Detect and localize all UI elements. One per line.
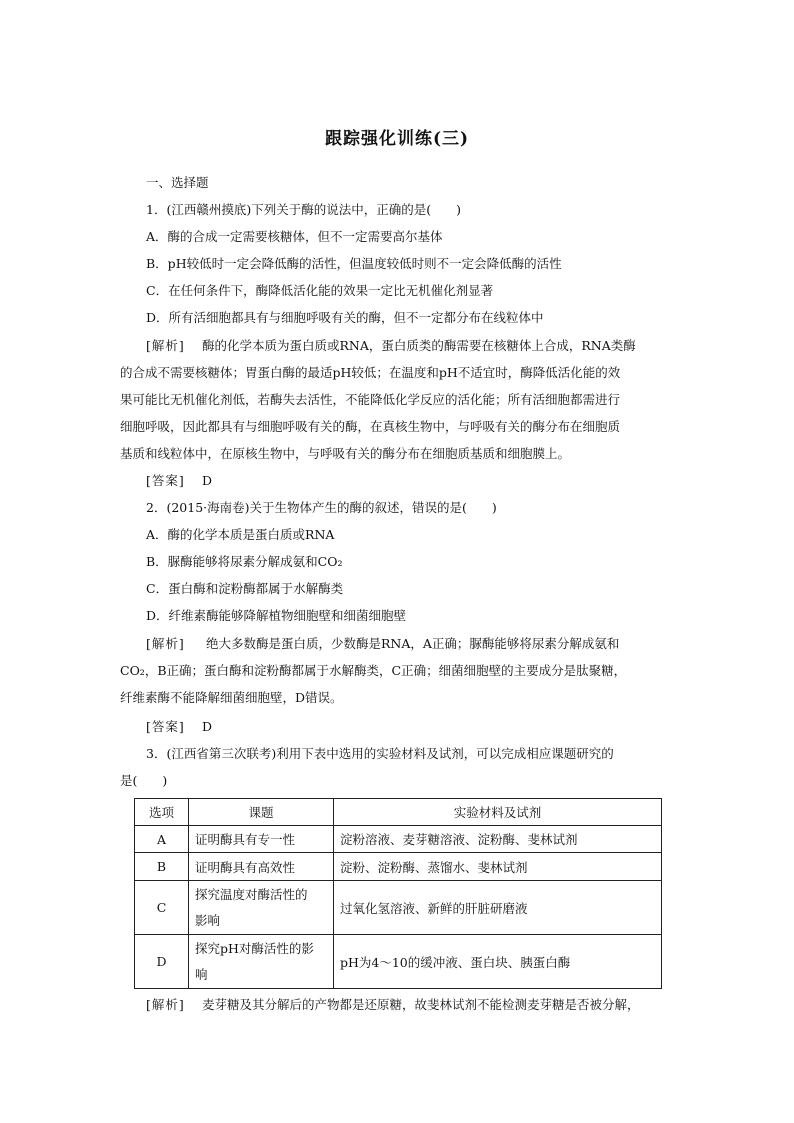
row-topic: 证明酶具有高效性 — [189, 853, 334, 881]
row-material: 淀粉溶液、麦芽糖溶液、淀粉酶、斐林试剂 — [334, 826, 662, 853]
q1-stem: 1．(江西赣州摸底)下列关于酶的说法中，正确的是( ) — [146, 202, 461, 217]
q2-option-d: D．纤维素酶能够降解植物细胞壁和细菌细胞壁 — [146, 608, 407, 623]
row-topic: 证明酶具有专一性 — [189, 826, 334, 853]
q2-analysis-line: CO₂，B正确；蛋白酶和淀粉酶都属于水解酶类，C正确；细菌细胞壁的主要成分是肽聚糖， — [120, 663, 627, 678]
q3-analysis-label: [解析] — [146, 997, 185, 1012]
row-option: A — [135, 826, 189, 853]
q1-analysis-line: 酶的化学本质为蛋白质或RNA，蛋白质类的酶需要在核糖体上合成，RNA类酶 — [202, 338, 636, 353]
table-header-option: 选项 — [135, 799, 189, 826]
q1-answer: D — [202, 473, 213, 488]
table-row — [135, 853, 662, 881]
section-heading: 一、选择题 — [146, 175, 209, 190]
q1-analysis-line: 的合成不需要核糖体；胃蛋白酶的最适pH较低；在温度和pH不适宜时，酶降低活化能的效 — [120, 365, 621, 380]
row-topic — [189, 935, 334, 989]
q3-stem: 3．(江西省第三次联考)利用下表中选用的实验材料及试剂，可以完成相应课题研究的 — [146, 746, 614, 761]
row-option: B — [135, 853, 189, 881]
row-option: C — [135, 881, 189, 935]
row-option: D — [135, 935, 189, 989]
table-header-topic: 课题 — [189, 799, 334, 826]
q2-analysis-line: 绝大多数酶是蛋白质，少数酶是RNA，A正确；脲酶能够将尿素分解成氨和 — [206, 636, 620, 651]
q2-analysis-line: 纤维素酶不能降解细菌细胞壁，D错误。 — [120, 690, 343, 705]
table-row — [135, 935, 662, 989]
q1-option-b: B．pH较低时一定会降低酶的活性，但温度较低时则不一定会降低酶的活性 — [146, 256, 562, 271]
row-material: 淀粉、淀粉酶、蒸馏水、斐林试剂 — [334, 853, 662, 881]
table-header-material: 实验材料及试剂 — [334, 799, 662, 826]
q3-analysis-line: 麦芽糖及其分解后的产物都是还原糖，故斐林试剂不能检测麦芽糖是否被分解， — [202, 997, 640, 1012]
q2-analysis-label: [解析] — [146, 636, 185, 651]
row-topic-line: 探究温度对酶活性的 — [195, 886, 308, 902]
row-topic-line: 探究pH对酶活性的影 — [195, 940, 314, 956]
row-material: pH为4～10的缓冲液、蛋白块、胰蛋白酶 — [334, 935, 662, 989]
q2-option-b: B．脲酶能够将尿素分解成氨和CO₂ — [146, 554, 343, 569]
row-material: 过氧化氢溶液、新鲜的肝脏研磨液 — [334, 881, 662, 935]
q1-analysis-label: [解析] — [146, 338, 185, 353]
row-topic-line: 影响 — [195, 912, 221, 928]
q1-option-d: D．所有活细胞都具有与细胞呼吸有关的酶，但不一定都分布在线粒体中 — [146, 310, 544, 325]
q1-analysis-line: 细胞呼吸，因此都具有与细胞呼吸有关的酶，在真核生物中，与呼吸有关的酶分布在细胞质 — [120, 419, 621, 434]
table-row — [135, 826, 662, 853]
q2-stem: 2．(2015·海南卷)关于生物体产生的酶的叙述，错误的是( ) — [146, 500, 497, 515]
table-row — [135, 881, 662, 935]
experiment-table — [134, 798, 662, 989]
row-topic — [189, 881, 334, 935]
q2-answer: D — [202, 719, 213, 734]
q1-analysis-line: 果可能比无机催化剂低，若酶失去活性，不能降低化学反应的活化能；所有活细胞都需进行 — [120, 392, 621, 407]
q3-stem-continued: 是( ) — [120, 773, 168, 788]
q2-option-a: A．酶的化学本质是蛋白质或RNA — [146, 527, 335, 542]
q1-analysis-line: 基质和线粒体中，在原核生物中，与呼吸有关的酶分布在细胞质基质和细胞膜上。 — [120, 446, 571, 461]
page-title: 跟踪强化训练(三) — [324, 129, 470, 149]
row-topic-line: 响 — [195, 966, 208, 982]
q1-option-a: A．酶的合成一定需要核糖体，但不一定需要高尔基体 — [146, 229, 443, 244]
q2-option-c: C．蛋白酶和淀粉酶都属于水解酶类 — [146, 581, 344, 596]
q1-option-c: C．在任何条件下，酶降低活化能的效果一定比无机催化剂显著 — [146, 283, 494, 298]
q2-answer-label: [答案] — [146, 719, 185, 734]
q1-answer-label: [答案] — [146, 473, 185, 488]
